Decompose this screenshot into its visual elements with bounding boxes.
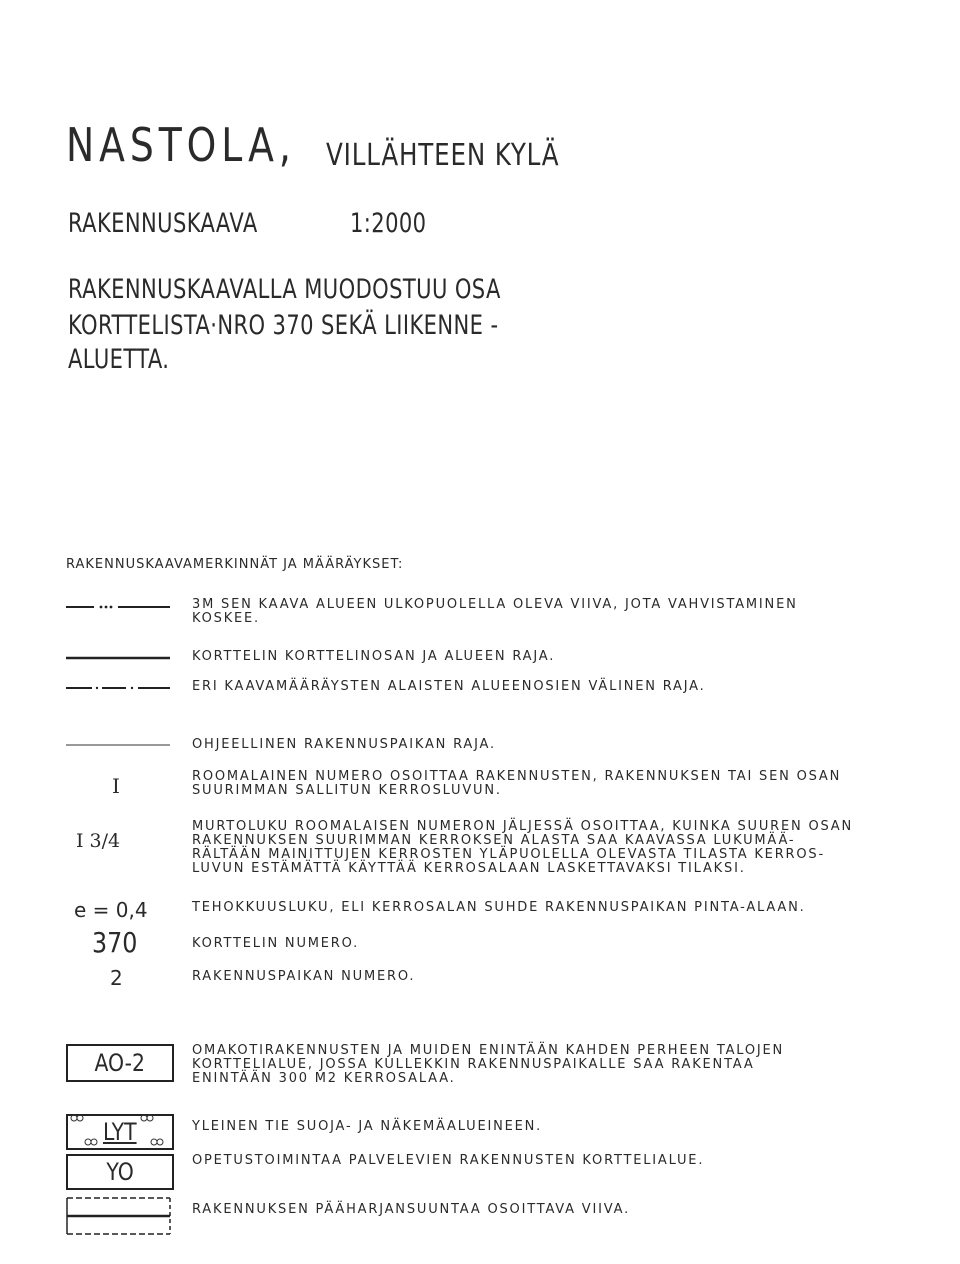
site-number-symbol: 2: [110, 966, 123, 990]
legend-text-fraction: MURTOLUKU ROOMALAISEN NUMERON JÄLJESSÄ OSOITTAA, KUINKA SUUREN OSAN RAKENNUKSEN SUURIMMAN KERROKSEN ALASTA SAA KAAVASSA LUKUMÄÄ- RÄLTÄÄN MAINITTUJEN KERROSTEN YLÄPUOLELLA OLEVASTA TILASTA KERROS- LUVUN ESTÄMÄTTÄ KÄYTTÄÄ KERROSALAAN LASKETTAVAKSI TILAKSI.: [192, 819, 853, 876]
legend-text-efficiency: TEHOKKUUSLUKU, ELI KERROSALAN SUHDE RAKENNUSPAIKAN PINTA-ALAAN.: [192, 900, 806, 915]
plan-boundary-line-symbol: [66, 604, 170, 610]
description-line-1: RAKENNUSKAAVALLA MUODOSTUU OSA: [68, 274, 501, 305]
block-boundary-line-symbol: [66, 656, 170, 660]
lyt-zone-label: LYT: [103, 1118, 137, 1146]
lyt-circles-icon: [66, 1114, 174, 1150]
fraction-symbol: I 3/4: [76, 830, 121, 852]
legend-text-site-number: RAKENNUSPAIKAN NUMERO.: [192, 969, 416, 984]
legend-text-ao2: OMAKOTIRAKENNUSTEN JA MUIDEN ENINTÄÄN KAHDEN PERHEEN TALOJEN KORTTELIALUE, JOSSA KULLEKKIN RAKENNUSPAIKALLE SAA RAKENTAA ENINTÄÄN 300 M2 KERROSALAA.: [192, 1043, 785, 1086]
efficiency-symbol: e = 0,4: [74, 898, 148, 922]
legend-text-block-number: KORTTELIN NUMERO.: [192, 936, 360, 951]
description-line-2: KORTTELISTA·NRO 370 SEKÄ LIIKENNE -: [68, 310, 499, 341]
yo-zone-label: YO: [106, 1158, 134, 1186]
legend-text-roman-numeral: ROOMALAINEN NUMERO OSOITTAA RAKENNUSTEN, RAKENNUKSEN TAI SEN OSAN SUURIMMAN SALLITUN KERROSLUVUN.: [192, 769, 842, 798]
ao2-zone-box: [66, 1044, 174, 1082]
legend-heading: RAKENNUSKAAVAMERKINNÄT JA MÄÄRÄYKSET:: [66, 557, 404, 572]
legend-text-block-boundary: KORTTELIN KORTTELINOSAN JA ALUEEN RAJA.: [192, 649, 556, 664]
dash-dot-line-symbol: [66, 686, 170, 690]
plan-type: RAKENNUSKAAVA: [68, 208, 258, 239]
ridge-direction-symbol: [66, 1196, 176, 1236]
village-title: VILLÄHTEEN KYLÄ: [326, 138, 560, 173]
municipality-title: NASTOLA,: [66, 118, 291, 172]
legend-text-dash-dot: ERI KAAVAMÄÄRÄYSTEN ALAISTEN ALUEENOSIEN VÄLINEN RAJA.: [192, 679, 706, 694]
legend-text-plan-boundary: 3M SEN KAAVA ALUEEN ULKOPUOLELLA OLEVA VIIVA, JOTA VAHVISTAMINEN KOSKEE.: [192, 597, 798, 626]
block-number-symbol: 370: [92, 926, 138, 959]
legend-text-yo: OPETUSTOIMINTAA PALVELEVIEN RAKENNUSTEN KORTTELIALUE.: [192, 1153, 705, 1168]
legend-text-ridge-direction: RAKENNUKSEN PÄÄHARJANSUUNTAA OSOITTAVA VIIVA.: [192, 1202, 631, 1217]
ao2-zone-label: AO-2: [94, 1049, 146, 1077]
description-line-3: ALUETTA.: [68, 344, 170, 375]
thin-line-symbol: [66, 744, 170, 746]
legend-text-lyt: YLEINEN TIE SUOJA- JA NÄKEMÄALUEINEEN.: [192, 1119, 543, 1134]
yo-zone-box: [66, 1154, 174, 1190]
roman-numeral-symbol: I: [112, 774, 120, 798]
scale: 1:2000: [350, 208, 427, 239]
legend-text-guideline-boundary: OHJEELLINEN RAKENNUSPAIKAN RAJA.: [192, 737, 496, 752]
